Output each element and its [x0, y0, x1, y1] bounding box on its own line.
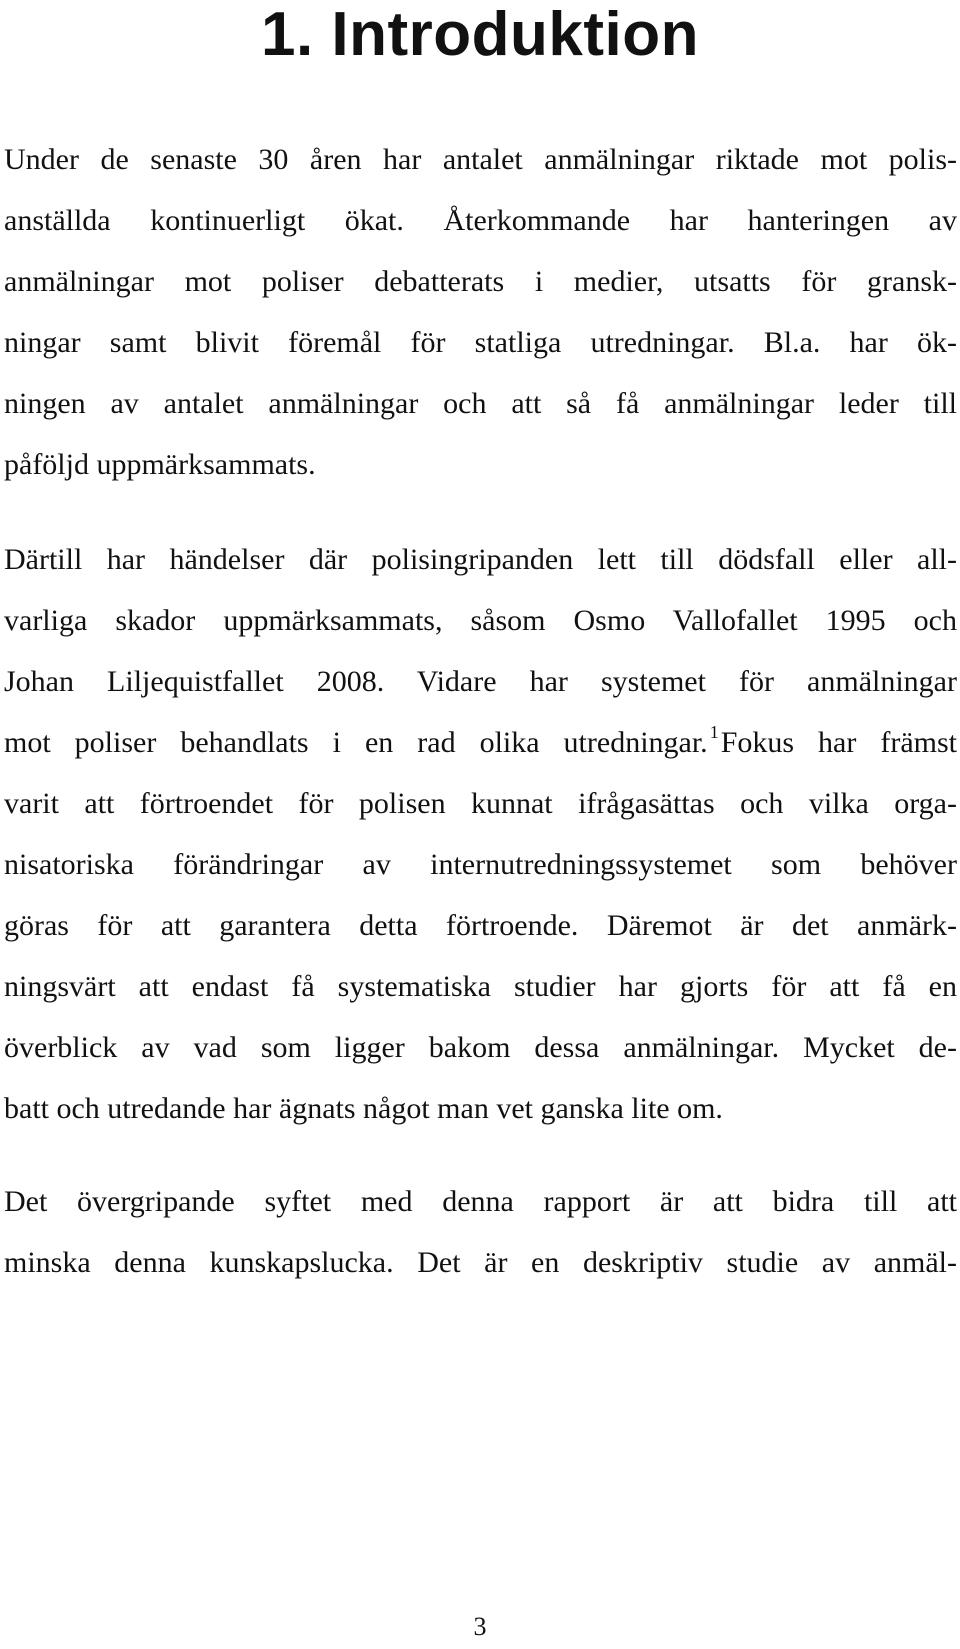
- text-line: batt och utredande har ägnats något man vet ganska lite om.: [4, 1092, 723, 1125]
- text-line: göras för att garantera detta förtroende. Däremot är det anmärk-: [4, 909, 957, 942]
- paragraph-3: [4, 1171, 957, 1293]
- text-line: ningen av antalet anmälningar och att så få anmälningar leder till: [4, 387, 957, 420]
- text-line: Under de senaste 30 åren har antalet anmälningar riktade mot polis-: [4, 143, 957, 176]
- text-line: Johan Liljequistfallet 2008. Vidare har systemet för anmälningar: [4, 665, 957, 698]
- text-line-with-footnote: [4, 712, 957, 773]
- text-line: överblick av vad som ligger bakom dessa anmälningar. Mycket de-: [4, 1031, 957, 1064]
- text-line: minska denna kunskapslucka. Det är en deskriptiv studie av anmäl-: [4, 1246, 957, 1279]
- text-line: varit att förtroendet för polisen kunnat ifrågasättas och vilka orga-: [4, 787, 957, 820]
- footnote-reference[interactable]: 1: [709, 722, 719, 742]
- text-line: ningar samt blivit föremål för statliga utredningar. Bl.a. har ök-: [4, 326, 957, 359]
- text-line: nisatoriska förändringar av internutredningssystemet som behöver: [4, 848, 957, 881]
- text-line: påföljd uppmärksammats.: [4, 448, 316, 481]
- section-heading: 1. Introduktion: [260, 0, 700, 69]
- text-line: varliga skador uppmärksammats, såsom Osmo Vallofallet 1995 och: [4, 604, 957, 637]
- text-line: anmälningar mot poliser debatterats i medier, utsatts för gransk-: [4, 265, 957, 298]
- page-number: 3: [473, 1612, 487, 1641]
- paragraph-1: [4, 129, 957, 495]
- text-line: Det övergripande syftet med denna rapport är att bidra till att: [4, 1185, 957, 1218]
- text-line: ningsvärt att endast få systematiska studier har gjorts för att få en: [4, 970, 957, 1003]
- paragraph-2: [4, 529, 957, 1139]
- text-segment: mot poliser behandlats i en rad olika utredningar.: [4, 726, 708, 759]
- text-line: anställda kontinuerligt ökat. Återkommande har hanteringen av: [4, 204, 957, 237]
- text-segment: Fokus har främst: [720, 726, 957, 759]
- text-line: Därtill har händelser där polisingripanden lett till dödsfall eller all-: [4, 543, 957, 576]
